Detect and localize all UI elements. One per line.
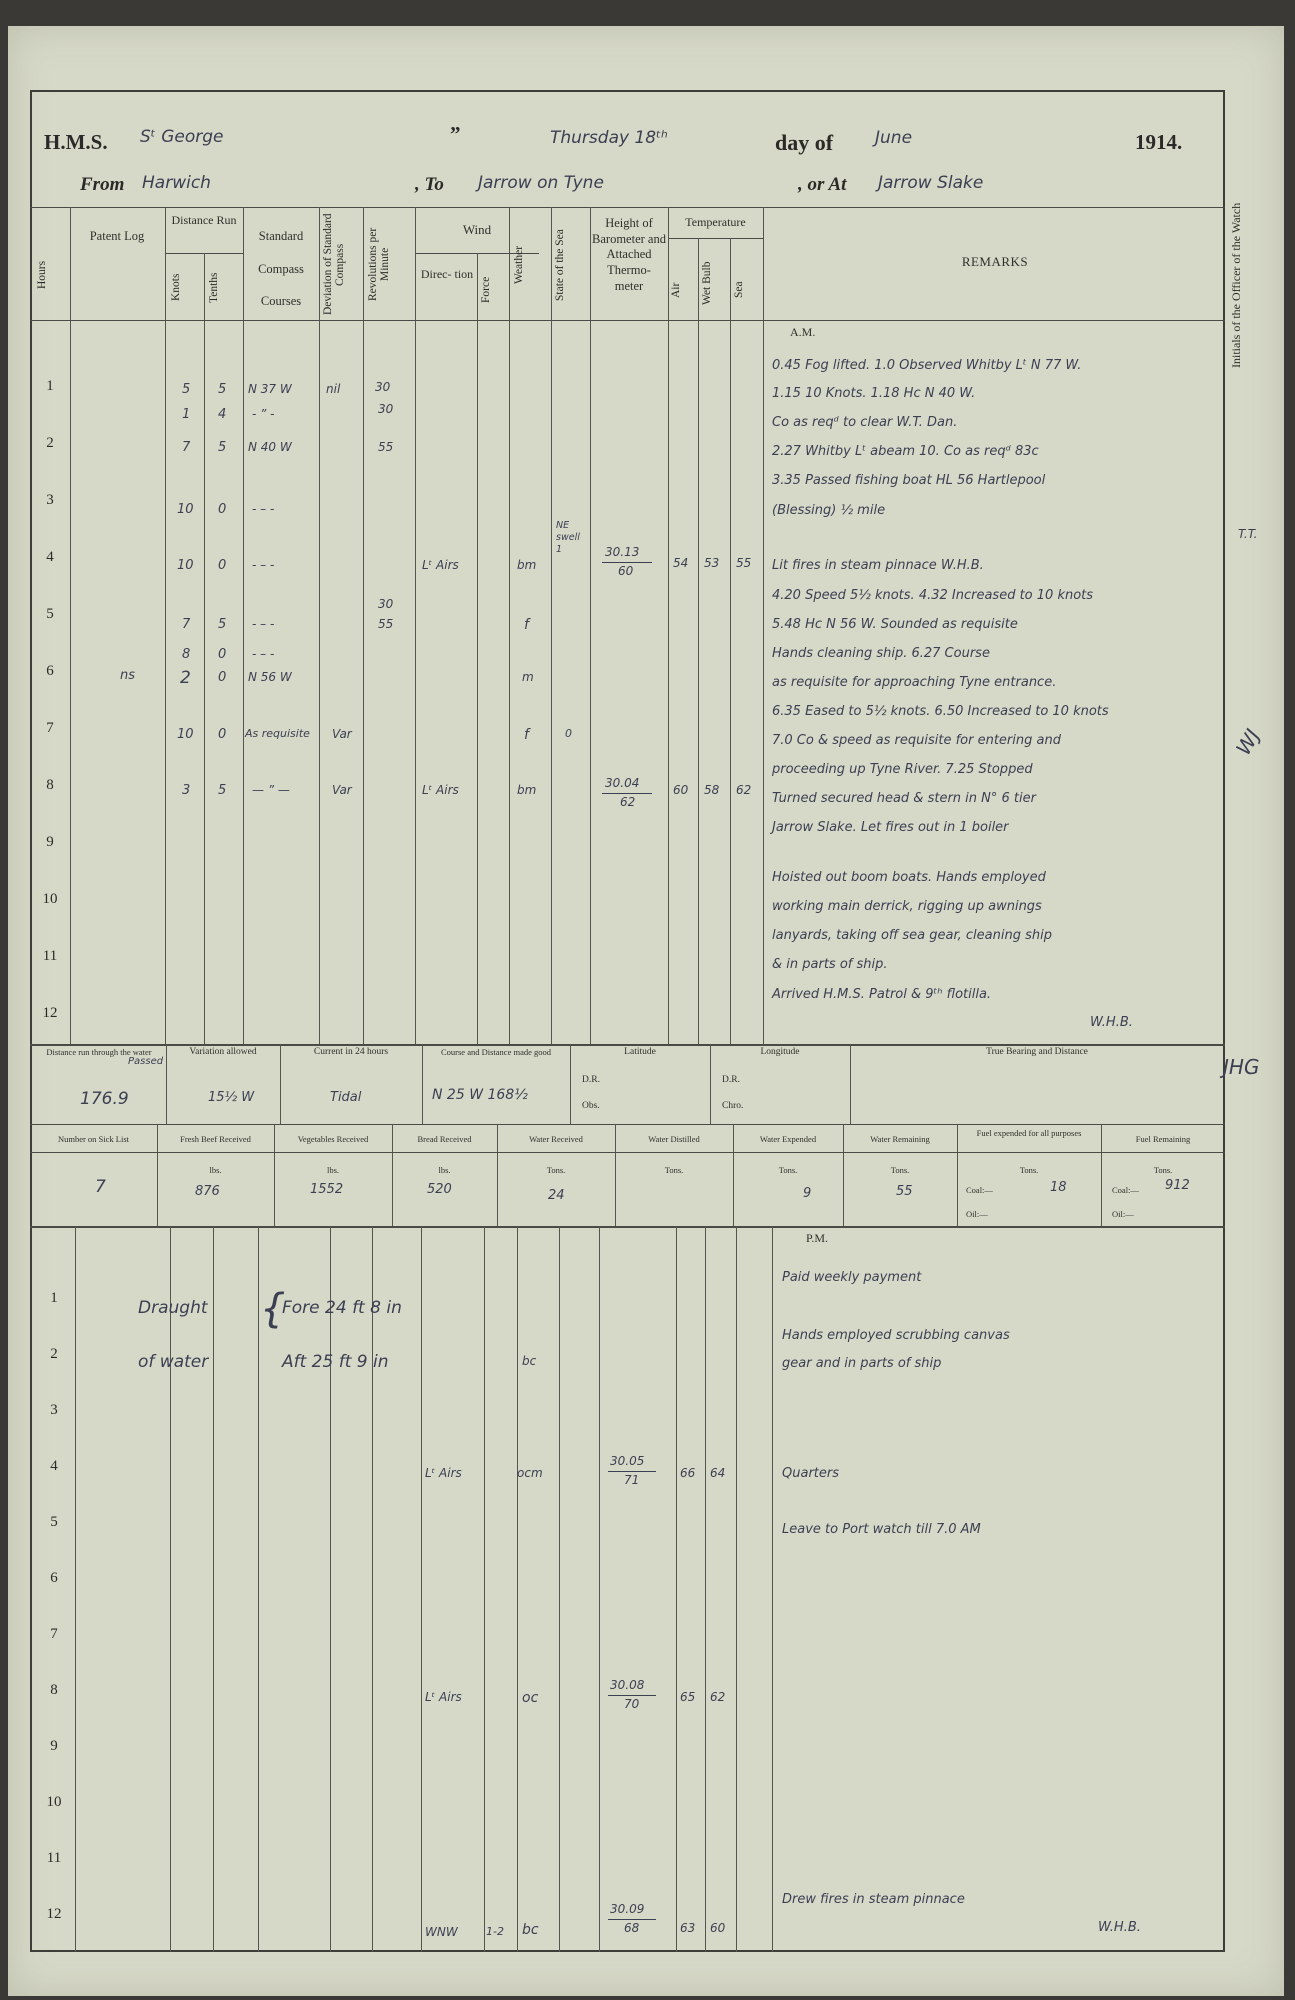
am-knots: 10 xyxy=(177,727,194,742)
am-remark-signature: W.H.B. xyxy=(1090,1015,1133,1030)
sum2-water-remaining-value: 55 xyxy=(896,1184,913,1199)
sum1-lat-obs: Obs. xyxy=(582,1101,600,1111)
sum1-variation-value: 15½ W xyxy=(208,1090,255,1105)
am-course: - ” - xyxy=(252,407,275,421)
ship-name: Sᵗ George xyxy=(140,127,224,147)
am-remark: Co as reqᵈ to clear W.T. Dan. xyxy=(772,415,958,430)
side-label: Initials of the Officer of the Watch xyxy=(1229,202,1243,368)
col-hours: Hours xyxy=(36,260,48,290)
am-barometer-line xyxy=(602,793,652,794)
weekday-date: Thursday 18ᵗʰ xyxy=(550,128,668,148)
sum2-sick-header: Number on Sick List xyxy=(57,1134,130,1144)
pm-weather: bc xyxy=(522,1922,539,1938)
log-frame xyxy=(30,90,1265,1952)
am-revolutions: 55 xyxy=(378,440,394,454)
am-hour: 6 xyxy=(46,663,54,679)
sum1-variation-header: Variation allowed xyxy=(189,1047,257,1057)
sum1-current-value: Tidal xyxy=(330,1090,362,1105)
sum2-fuel-remaining-value: 912 xyxy=(1165,1178,1190,1193)
month: June xyxy=(875,128,913,148)
draught-label: Draught xyxy=(138,1298,208,1318)
pm-weather: oc xyxy=(522,1690,539,1706)
am-remark: Arrived H.M.S. Patrol & 9ᵗʰ flotilla. xyxy=(772,987,992,1002)
pm-remark: Quarters xyxy=(782,1466,839,1481)
am-course: N 56 W xyxy=(248,670,292,684)
am-hour: 8 xyxy=(46,777,54,793)
sum2-unit: Tons. xyxy=(1019,1165,1039,1175)
sum2-unit: Tons. xyxy=(546,1165,566,1175)
sum2-unit: Tons. xyxy=(664,1165,684,1175)
pm-hour: 12 xyxy=(46,1906,62,1922)
sum2-unit: Tons. xyxy=(778,1165,798,1175)
am-hour: 12 xyxy=(42,1005,58,1021)
col-wind: Wind xyxy=(462,222,492,237)
pm-hour: 11 xyxy=(46,1850,62,1866)
am-course: - – - xyxy=(252,647,275,661)
pm-weather: ocm xyxy=(517,1466,543,1480)
pm-remark: Drew fires in steam pinnace xyxy=(782,1892,965,1907)
sum2-fuel-expended-header: Fuel expended for all purposes xyxy=(976,1128,1082,1138)
from-place: Harwich xyxy=(142,173,211,193)
am-wind-direction: Lᵗ Airs xyxy=(422,558,459,572)
am-course: - – - xyxy=(252,558,275,572)
pm-weather: bc xyxy=(522,1354,537,1368)
sum2-oil-label: Oil:— xyxy=(966,1209,988,1219)
col-wet-bulb: Wet Bulb xyxy=(701,261,713,305)
am-course: - – - xyxy=(252,502,275,516)
am-hour: 10 xyxy=(42,891,58,907)
pm-barometer-therm: 68 xyxy=(624,1921,640,1935)
am-label: A.M. xyxy=(790,325,816,339)
pm-air: 65 xyxy=(680,1690,696,1704)
am-deviation: Var xyxy=(332,727,352,741)
pm-wet-bulb: 62 xyxy=(710,1690,726,1704)
pm-remark: Leave to Port watch till 7.0 AM xyxy=(782,1522,981,1537)
am-tenths: 5 xyxy=(218,440,227,455)
am-remark: 7.0 Co & speed as requisite for entering and xyxy=(772,733,1061,748)
am-knots: 8 xyxy=(182,647,191,662)
am-remark: Jarrow Slake. Let fires out in 1 boiler xyxy=(772,820,1009,835)
am-knots: 10 xyxy=(177,502,194,517)
col-distance-run: Distance Run xyxy=(171,213,237,227)
pm-hour: 1 xyxy=(50,1290,58,1306)
am-course: N 40 W xyxy=(248,440,292,454)
col-knots: Knots xyxy=(170,273,182,302)
sum2-fuel-expended-value: 18 xyxy=(1050,1180,1067,1195)
pm-remark: Hands employed scrubbing canvas xyxy=(782,1328,1010,1343)
col-standard-compass: Standard Compass Courses xyxy=(258,229,304,308)
am-remark: as requisite for approaching Tyne entrance. xyxy=(772,675,1057,690)
col-sea: Sea xyxy=(733,281,745,299)
am-revolutions: 30 xyxy=(378,597,394,611)
patent-log-entry: ns xyxy=(120,668,136,683)
am-hour: 7 xyxy=(46,720,54,736)
pm-remark: Paid weekly payment xyxy=(782,1270,922,1285)
pm-remark: gear and in parts of ship xyxy=(782,1356,942,1371)
pm-hour: 7 xyxy=(50,1626,58,1642)
pm-wind-direction: Lᵗ Airs xyxy=(425,1466,462,1480)
pm-hour: 9 xyxy=(50,1738,58,1754)
pm-barometer-reading: 30.09 xyxy=(610,1902,645,1916)
am-remark: 5.48 Hc N 56 W. Sounded as requisite xyxy=(772,617,1018,632)
am-weather: f xyxy=(524,617,529,633)
am-sea-temp: 62 xyxy=(736,783,752,797)
pm-barometer-reading: 30.05 xyxy=(610,1454,645,1468)
pm-hour: 3 xyxy=(50,1402,58,1418)
pm-label: P.M. xyxy=(806,1231,829,1245)
am-knots: 7 xyxy=(182,440,191,455)
pm-wet-bulb: 64 xyxy=(710,1466,726,1480)
sum2-veg-header: Vegetables Received xyxy=(297,1134,369,1144)
am-knots: 5 xyxy=(182,382,191,397)
draught-label: of water xyxy=(138,1352,209,1372)
sum2-unit: Tons. xyxy=(890,1165,910,1175)
am-hour: 1 xyxy=(46,378,54,394)
am-weather: m xyxy=(522,670,534,684)
pm-hour: 6 xyxy=(50,1570,58,1586)
col-tenths: Tenths xyxy=(208,272,220,303)
am-remark: 3.35 Passed fishing boat HL 56 Hartlepool xyxy=(772,473,1046,488)
col-temperature: Temperature xyxy=(685,215,746,229)
am-remark: 6.35 Eased to 5½ knots. 6.50 Increased to 10 knots xyxy=(772,704,1109,719)
pm-air: 63 xyxy=(680,1921,696,1935)
am-barometer-therm: 60 xyxy=(618,564,634,578)
col-deviation: Deviation of Standard Compass xyxy=(322,213,347,316)
sum1-course-value: N 25 W 168½ xyxy=(432,1087,528,1103)
am-knots: 7 xyxy=(182,617,191,632)
col-direction: Direc- tion xyxy=(420,267,474,281)
log-page xyxy=(8,26,1284,1996)
pm-hour: 5 xyxy=(50,1514,58,1530)
am-tenths: 0 xyxy=(218,670,227,685)
am-sea-temp: 55 xyxy=(736,556,752,570)
am-hour: 5 xyxy=(46,606,54,622)
col-revolutions: Revolutions per Minute xyxy=(367,227,392,302)
am-remark: 1.15 10 Knots. 1.18 Hc N 40 W. xyxy=(772,386,976,401)
am-tenths: 5 xyxy=(218,617,227,632)
am-state-of-sea: 0 xyxy=(565,727,572,740)
ship-prefix: H.M.S. xyxy=(44,130,108,154)
sum1-longitude-header: Longitude xyxy=(760,1047,800,1057)
sum2-water-received-value: 24 xyxy=(548,1188,565,1203)
am-barometer-therm: 62 xyxy=(620,795,636,809)
am-course: As requisite xyxy=(245,727,310,740)
am-tenths: 0 xyxy=(218,558,227,573)
sum2-unit: lbs. xyxy=(209,1165,222,1175)
pm-wet-bulb: 60 xyxy=(710,1921,726,1935)
pm-hour: 8 xyxy=(50,1682,58,1698)
am-course: N 37 W xyxy=(248,382,292,396)
am-deviation: Var xyxy=(332,783,352,797)
sum2-veg-value: 1552 xyxy=(310,1182,344,1197)
from-label: From xyxy=(80,174,125,195)
sum1-course-header: Course and Distance made good xyxy=(441,1047,551,1057)
sum2-unit: Tons. xyxy=(1153,1165,1173,1175)
sum2-bread-header: Bread Received xyxy=(417,1134,472,1144)
am-deviation: nil xyxy=(326,382,341,396)
pm-wind-direction: Lᵗ Airs xyxy=(425,1690,462,1704)
col-state-of-sea: State of the Sea xyxy=(554,229,566,301)
pm-hour: 2 xyxy=(50,1346,58,1362)
sum1-current-header: Current in 24 hours xyxy=(313,1047,389,1057)
am-hour: 3 xyxy=(46,492,54,508)
am-wind-direction: Lᵗ Airs xyxy=(422,783,459,797)
to-label: , To xyxy=(415,174,444,195)
am-revolutions: 30 xyxy=(375,380,391,394)
pm-barometer-therm: 70 xyxy=(624,1697,640,1711)
pm-barometer-line xyxy=(608,1471,656,1472)
am-remark: 0.45 Fog lifted. 1.0 Observed Whitby Lᵗ N 77 W. xyxy=(772,358,1082,373)
am-course: — ” — xyxy=(252,783,290,797)
am-barometer-line xyxy=(602,562,652,563)
am-hour: 11 xyxy=(42,948,58,964)
pm-barometer-line xyxy=(608,1695,656,1696)
am-weather: f xyxy=(524,727,529,743)
pm-barometer-therm: 71 xyxy=(624,1473,640,1487)
initials-signature: WJ xyxy=(1231,724,1265,760)
year: 1914. xyxy=(1135,130,1183,154)
pm-wind-force: 1-2 xyxy=(486,1925,504,1938)
am-remark: Hoisted out boom boats. Hands employed xyxy=(772,870,1046,885)
am-weather: bm xyxy=(517,558,537,572)
am-remark: 4.20 Speed 5½ knots. 4.32 Increased to 10 knots xyxy=(772,588,1094,603)
am-barometer-reading: 30.04 xyxy=(605,776,640,790)
sum2-water-received-header: Water Received xyxy=(529,1134,583,1144)
am-knots: 3 xyxy=(182,783,191,798)
pm-air: 66 xyxy=(680,1466,696,1480)
sum2-coal-label: Coal:— xyxy=(966,1185,993,1195)
sum1-lat-dr: D.R. xyxy=(582,1075,600,1085)
am-remark: lanyards, taking off sea gear, cleaning ship xyxy=(772,928,1052,943)
sum2-fuel-remaining-header: Fuel Remaining xyxy=(1135,1134,1191,1144)
am-knots: 2 xyxy=(180,668,191,688)
sum1-bearing-header: True Bearing and Distance xyxy=(986,1047,1088,1057)
am-barometer-reading: 30.13 xyxy=(605,545,640,559)
sum2-unit: lbs. xyxy=(326,1165,340,1175)
draught-fore: Fore 24 ft 8 in xyxy=(282,1298,402,1318)
at-place: Jarrow Slake xyxy=(878,173,984,193)
am-tenths: 5 xyxy=(218,382,227,397)
am-weather: bm xyxy=(517,783,537,797)
sum2-sick-value: 7 xyxy=(95,1177,106,1197)
draught-brace-icon: { xyxy=(260,1286,286,1332)
am-knots: 1 xyxy=(182,407,191,422)
sum2-coal-label: Coal:— xyxy=(1112,1185,1139,1195)
am-revolutions: 55 xyxy=(378,617,394,631)
am-remark: (Blessing) ½ mile xyxy=(772,503,886,518)
am-tenths: 0 xyxy=(218,647,227,662)
am-remark: working main derrick, rigging up awnings xyxy=(772,899,1042,914)
sum1-lon-chro: Chro. xyxy=(722,1101,744,1111)
sum1-distance-value: 176.9 xyxy=(80,1089,129,1109)
sum2-water-expended-value: 9 xyxy=(803,1186,812,1201)
pm-barometer-reading: 30.08 xyxy=(610,1678,645,1692)
sum2-water-remaining-header: Water Remaining xyxy=(870,1134,930,1144)
am-course: - – - xyxy=(252,617,275,631)
am-air: 60 xyxy=(673,783,689,797)
sum2-oil-label: Oil:— xyxy=(1112,1209,1134,1219)
at-label: , or At xyxy=(798,174,847,195)
am-wet-bulb: 53 xyxy=(704,556,720,570)
am-tenths: 4 xyxy=(218,407,227,422)
col-weather: Weather xyxy=(513,245,525,285)
pm-hour: 4 xyxy=(50,1458,58,1474)
am-tenths: 0 xyxy=(218,502,227,517)
sum2-beef-value: 876 xyxy=(195,1184,220,1199)
sum1-distance-header: Distance run through the water xyxy=(46,1047,152,1057)
am-state-of-sea: NE swell 1 xyxy=(556,520,580,555)
sum1-latitude-header: Latitude xyxy=(624,1047,656,1057)
am-hour: 4 xyxy=(46,549,54,565)
col-remarks: REMARKS xyxy=(961,254,1029,269)
am-remark: Turned secured head & stern in N° 6 tier xyxy=(772,791,1036,806)
sum2-beef-header: Fresh Beef Received xyxy=(180,1134,251,1144)
pm-hour: 10 xyxy=(46,1794,62,1810)
pm-barometer-line xyxy=(608,1919,656,1920)
am-tenths: 0 xyxy=(218,727,227,742)
sum2-unit: lbs. xyxy=(438,1165,451,1175)
am-tenths: 5 xyxy=(218,783,227,798)
am-remark: Hands cleaning ship. 6.27 Course xyxy=(772,646,990,661)
sum2-water-distilled-header: Water Distilled xyxy=(648,1134,700,1144)
col-barometer: Height of Barometer and Attached Thermo- meter xyxy=(592,216,666,293)
draught-aft: Aft 25 ft 9 in xyxy=(282,1352,389,1372)
am-remark: Lit fires in steam pinnace W.H.B. xyxy=(772,558,984,573)
to-place: Jarrow on Tyne xyxy=(478,173,604,193)
col-air: Air xyxy=(670,282,682,298)
col-force: Force xyxy=(480,276,492,303)
pm-wind-direction: WNW xyxy=(425,1925,458,1939)
sum1-passed-note: Passed xyxy=(128,1056,164,1067)
am-hour: 2 xyxy=(46,435,54,451)
am-remark: & in parts of ship. xyxy=(772,957,888,972)
col-patent-log: Patent Log xyxy=(89,229,145,243)
sum2-bread-value: 520 xyxy=(427,1182,452,1197)
pm-remark-signature: W.H.B. xyxy=(1098,1920,1141,1935)
am-hour: 9 xyxy=(46,834,54,850)
sum1-lon-dr: D.R. xyxy=(722,1075,740,1085)
am-revolutions: 30 xyxy=(378,402,394,416)
initials-signature: T.T. xyxy=(1238,527,1258,541)
header-quote: ” xyxy=(450,122,461,146)
initials-signature: JHG xyxy=(1223,1055,1260,1079)
am-knots: 10 xyxy=(177,558,194,573)
am-remark: proceeding up Tyne River. 7.25 Stopped xyxy=(772,762,1033,777)
am-air: 54 xyxy=(673,556,689,570)
am-wet-bulb: 58 xyxy=(704,783,720,797)
sum2-water-expended-header: Water Expended xyxy=(759,1134,817,1144)
day-of-label: day of xyxy=(775,130,834,155)
am-remark: 2.27 Whitby Lᵗ abeam 10. Co as reqᵈ 83c xyxy=(772,444,1039,459)
